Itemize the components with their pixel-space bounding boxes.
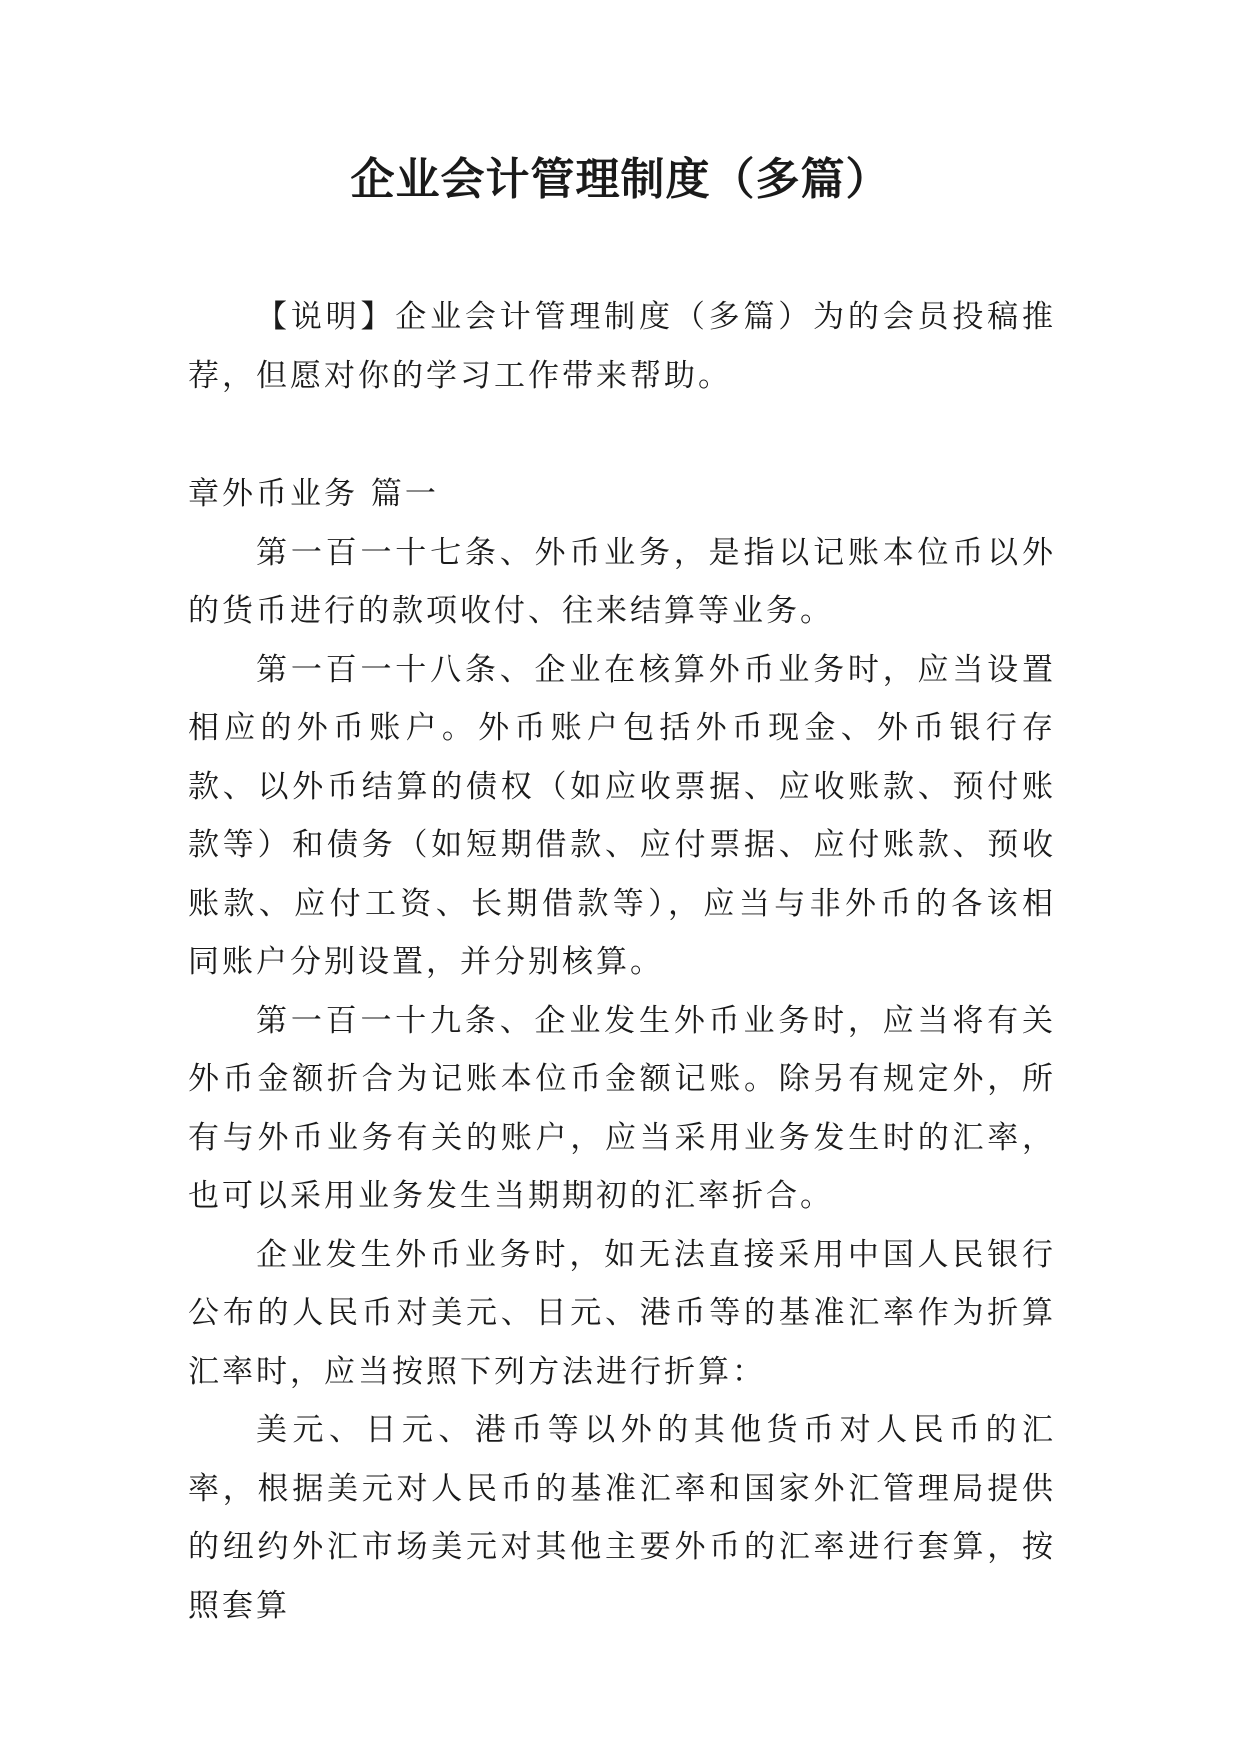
section-heading: 章外币业务 篇一: [188, 476, 439, 512]
paragraph-article-119: 第一百一十九条、企业发生外币业务时，应当将有关外币金额折合为记账本位币金额记账。除另有规定外，所有与外币业务有关的账户，应当采用业务发生时的汇率，也可以采用业务发生当期期初的汇率折合。: [188, 1002, 1056, 1214]
document-title: 企业会计管理制度（多篇）: [350, 154, 891, 205]
paragraph-conversion-method: 企业发生外币业务时，如无法直接采用中国人民银行公布的人民币对美元、日元、港币等的基准汇率作为折算汇率时，应当按照下列方法进行折算：: [188, 1236, 1056, 1390]
paragraph-cross-rate: 美元、日元、港币等以外的其他货币对人民币的汇率，根据美元对人民币的基准汇率和国家外汇管理局提供的纽约外汇市场美元对其他主要外币的汇率进行套算，按照套算: [188, 1412, 1056, 1624]
intro-paragraph: 【说明】企业会计管理制度（多篇）为的会员投稿推荐，但愿对你的学习工作带来帮助。: [188, 299, 1056, 394]
paragraph-article-118: 第一百一十八条、企业在核算外币业务时，应当设置相应的外币账户。外币账户包括外币现金、外币银行存款、以外币结算的债权（如应收票据、应收账款、预付账款等）和债务（如短期借款、应付票据、应付账款、预收账款、应付工资、长期借款等），应当与非外币的各该相同账户分别设置，并分别核算。: [188, 651, 1056, 980]
content-block: [188, 465, 1056, 1635]
intro-block: [188, 288, 1056, 405]
paragraph-article-117: 第一百一十七条、外币业务，是指以记账本位币以外的货币进行的款项收付、往来结算等业务。: [188, 534, 1056, 629]
